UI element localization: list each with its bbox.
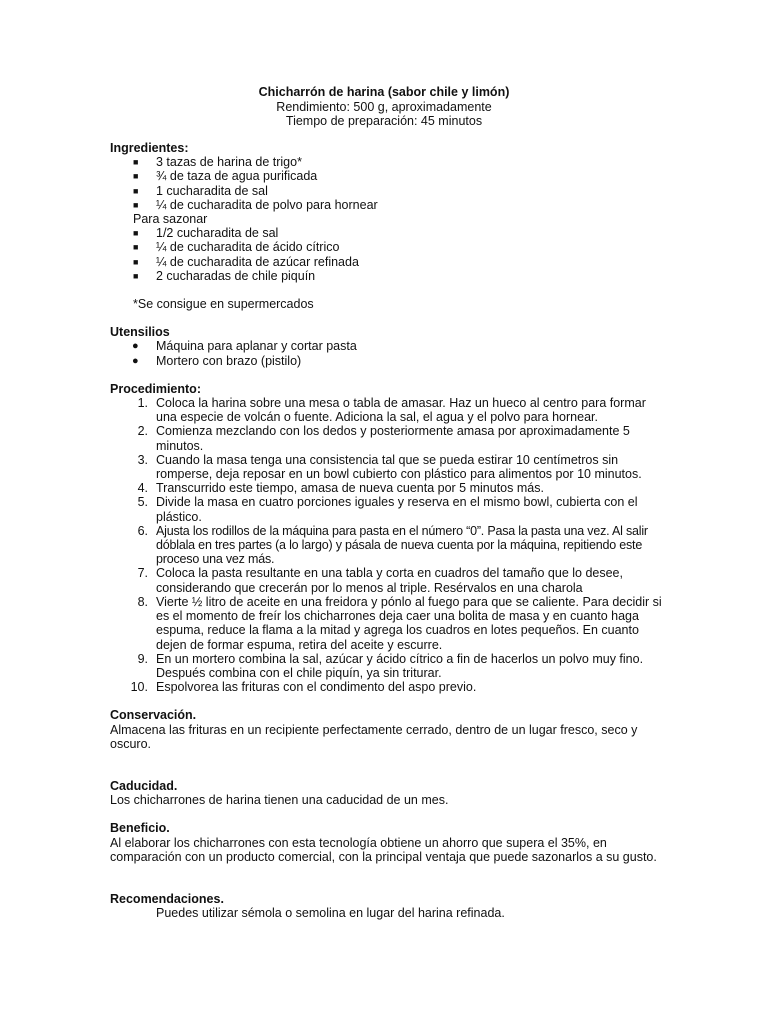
- procedure-step: 6. Ajusta los rodillos de la máquina para pasta en el número “0”. Pasa la pasta una vez. Al salir dóblala en tres partes (a lo largo) y pásala de nueva cuenta por la máquina, repitiendo este proceso una vez más.: [137, 523, 648, 567]
- benefit-text: Al elaborar los chicharrones con esta tecnología obtiene un ahorro que supera el 35%, en comparación con un producto comercial, con la principal ventaja que puede sazonarlos a su gusto.: [110, 835, 657, 864]
- season-label: Para sazonar: [133, 212, 208, 227]
- procedure-heading: Procedimiento:: [110, 381, 201, 396]
- recipe-body: [110, 141, 670, 920]
- procedure-step: 8. Vierte ½ litro de aceite en una freidora y pónlo al fuego para que se caliente. Para decidir si es el momento de freír los chicharrones deja caer una bolita de masa y en cuanto haga espuma, reduce la flama a la mitad y agrega los cuadros en lotes pequeños. En cuanto dejen de formar espuma, retira del aceite y escurre.: [137, 594, 662, 652]
- procedure-step: 1. Coloca la harina sobre una mesa o tabla de amasar. Haz un hueco al centro para formar una especie de volcán o fuente. Adiciona la sal, el agua y el polvo para hornear.: [137, 396, 646, 425]
- utensils-heading: Utensilios: [110, 325, 170, 340]
- procedure-step: 9. En un mortero combina la sal, azúcar y ácido cítrico a fin de hacerlos un polvo muy fino. Después combina con el chile piquín, ya sin triturar.: [137, 651, 644, 680]
- procedure-step: 7. Coloca la pasta resultante en una tabla y corta en cuadros del tamaño que lo desee, considerando que crecerán por lo menos al triple. Resérvalos en una charola: [137, 566, 623, 595]
- list-item: ■ ¼ de cucharadita de azúcar refinada: [133, 254, 359, 269]
- square-bullet-icon: ■: [133, 171, 139, 182]
- expiry-heading: Caducidad.: [110, 778, 178, 793]
- procedure-step: 4. Transcurrido este tiempo, amasa de nueva cuenta por 5 minutos más.: [137, 481, 544, 496]
- utensils-list: [110, 339, 670, 367]
- recipe-time: Tiempo de preparación: 45 minutos: [285, 114, 483, 128]
- recommendations-heading: Recomendaciones.: [110, 891, 224, 906]
- square-bullet-icon: ■: [133, 256, 139, 267]
- list-item: ● Mortero con brazo (pistilo): [132, 353, 302, 368]
- recommendations-text: Puedes utilizar sémola o semolina en lugar del harina refinada.: [156, 906, 505, 921]
- procedure-step: 3. Cuando la masa tenga una consistencia tal que se pueda estirar 10 centímetros sin romperse, deja reposar en un bowl cubierto con plástico para alimentos por 10 minutos.: [137, 452, 642, 482]
- list-item: ■ ¼ de cucharadita de ácido cítrico: [133, 240, 340, 255]
- list-item: ■ ¾ de taza de agua purificada: [133, 169, 318, 184]
- square-bullet-icon: ■: [133, 199, 139, 210]
- procedure-step: 5. Divide la masa en cuatro porciones iguales y reserva en el mismo bowl, cubierta con el plástico.: [137, 495, 638, 524]
- recipe-yield: Rendimiento: 500 g, aproximadamente: [276, 99, 492, 114]
- round-bullet-icon: ●: [132, 340, 139, 353]
- conservation-heading: Conservación.: [110, 708, 197, 723]
- round-bullet-icon: ●: [132, 354, 139, 367]
- ingredients-note: *Se consigue en supermercados: [133, 297, 314, 312]
- list-item: ■ 1/2 cucharadita de sal: [133, 226, 279, 241]
- square-bullet-icon: ■: [133, 270, 139, 281]
- square-bullet-icon: ■: [133, 228, 139, 239]
- procedure-step: 10. Espolvorea las frituras con el condimento del aspo previo.: [130, 680, 477, 695]
- recipe-header: [0, 85, 768, 129]
- benefit-heading: Beneficio.: [110, 821, 170, 836]
- ingredients-list: [110, 155, 670, 212]
- list-item: ● Máquina para aplanar y cortar pasta: [132, 339, 357, 354]
- conservation-text: Almacena las frituras en un recipiente perfectamente cerrado, dentro de un lugar fresco, seco y oscuro.: [110, 722, 638, 751]
- expiry-text: Los chicharrones de harina tienen una caducidad de un mes.: [110, 793, 449, 808]
- square-bullet-icon: ■: [133, 157, 139, 168]
- ingredients-heading: Ingredientes:: [110, 141, 189, 155]
- procedure-list: [110, 396, 670, 694]
- recipe-title: Chicharrón de harina (sabor chile y limón): [258, 85, 510, 99]
- list-item: ■ 1 cucharadita de sal: [133, 183, 268, 198]
- list-item: ■ ¼ de cucharadita de polvo para hornear: [133, 197, 378, 212]
- list-item: ■ 2 cucharadas de chile piquín: [133, 268, 316, 283]
- list-item: ■ 3 tazas de harina de trigo*: [133, 155, 302, 170]
- procedure-step: 2. Comienza mezclando con los dedos y posteriormente amasa por aproximadamente 5 minutos.: [137, 424, 630, 453]
- square-bullet-icon: ■: [133, 185, 139, 196]
- season-list: [110, 226, 670, 283]
- square-bullet-icon: ■: [133, 242, 139, 253]
